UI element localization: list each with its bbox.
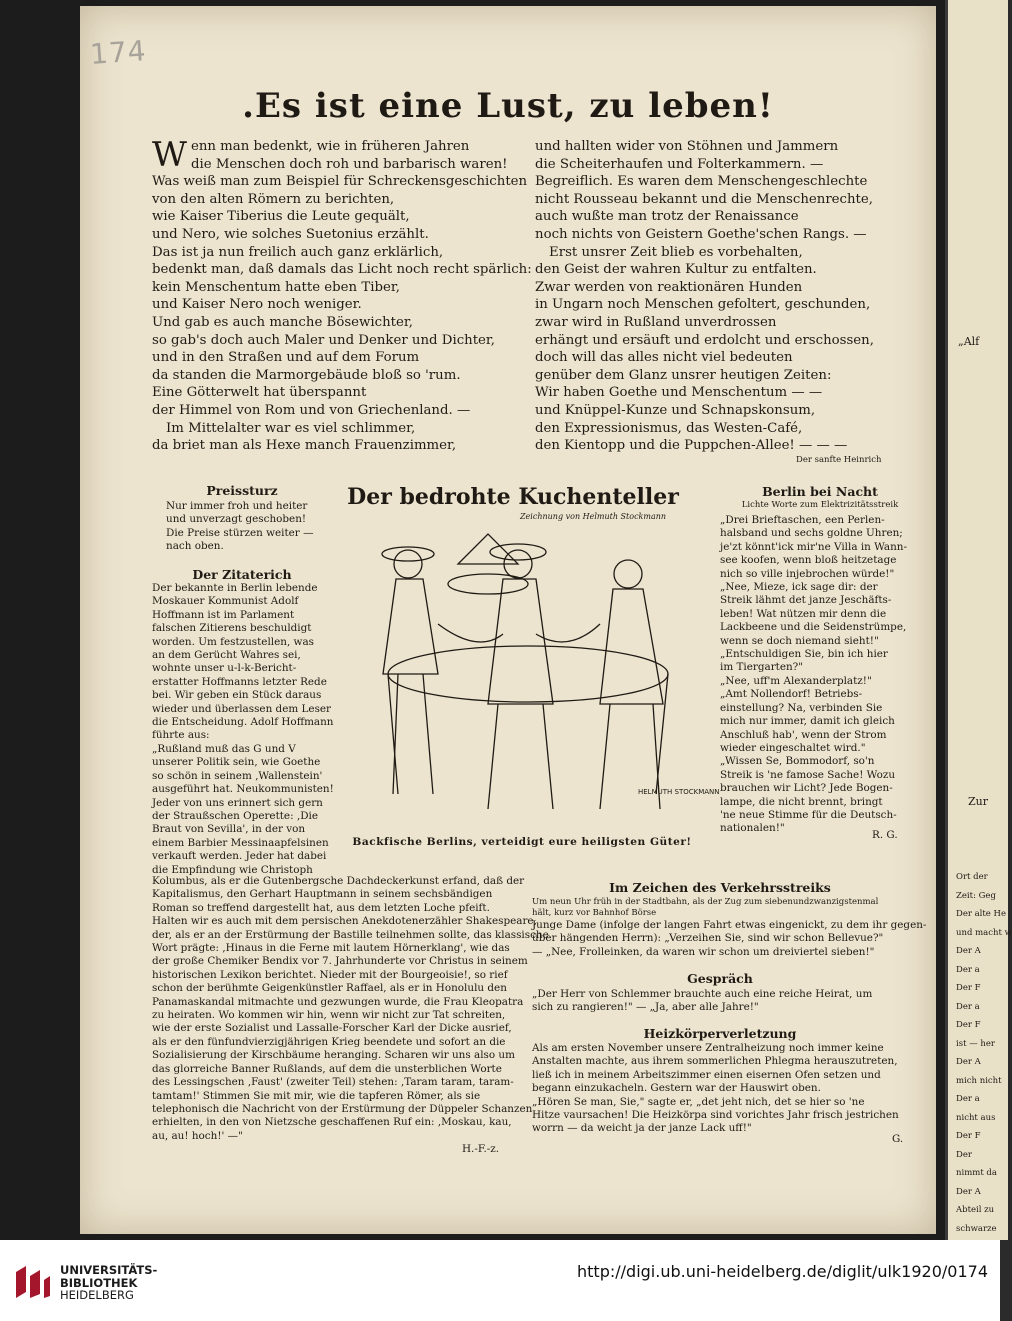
text-line: ausgeführt hat. Neukommunisten! bbox=[152, 783, 334, 796]
text-line: Sozialisierung der Kirschbäume heranging. Scharen wir uns also um bbox=[152, 1049, 515, 1062]
poem-line: die Scheiterhaufen und Folterkammern. — bbox=[535, 156, 824, 172]
zitaterich-continued-text bbox=[152, 875, 549, 1143]
berlin-nacht-text bbox=[720, 514, 907, 836]
poem-line: kein Menschentum hatte eben Tiber, bbox=[152, 279, 400, 295]
text-line: Anstalten machte, aus ihrem sommerlichen Phlegma herauszutreten, bbox=[532, 1055, 898, 1068]
source-url-link[interactable]: http://digi.ub.uni-heidelberg.de/diglit/ulk1920/0174 bbox=[577, 1262, 988, 1281]
text-line: „Rußland muß das G und V bbox=[152, 742, 296, 755]
text-line: Als am ersten November unsere Zentralheizung noch immer keine bbox=[532, 1042, 884, 1054]
text-line: 'ne neue Stimme für die Deutsch- bbox=[720, 808, 897, 821]
library-footer bbox=[0, 1240, 1000, 1321]
text-line: mich nur immer, damit ich gleich bbox=[720, 715, 895, 728]
poem-line: und Knüppel-Kunze und Schnapskonsum, bbox=[535, 402, 816, 418]
poem-line: den Kientopp und die Puppchen-Allee! — — — bbox=[535, 438, 848, 454]
poem-line: und hallten wider von Stöhnen und Jammern bbox=[535, 139, 839, 154]
text-line: der Straußschen Operette: ‚Die bbox=[152, 809, 318, 822]
text-line: erstatter Hoffmanns letzter Rede bbox=[152, 675, 327, 688]
text-line: au, au! hoch!' —" bbox=[152, 1129, 243, 1142]
illustration-caption: Backfische Berlins, verteidigt eure heiligsten Güter! bbox=[352, 836, 692, 848]
text-line: schwarze bbox=[956, 1223, 997, 1234]
heizkoerper-signature: G. bbox=[892, 1133, 904, 1145]
text-line: halsband und sechs goldne Uhren; bbox=[720, 527, 903, 540]
poem-line: die Menschen doch roh und barbarisch waren! bbox=[190, 156, 508, 172]
text-line: wohnte unser u-l-k-Bericht- bbox=[152, 662, 297, 675]
poem-line: Im Mittelalter war es viel schlimmer, bbox=[166, 420, 416, 436]
text-line: worden. Um festzustellen, was bbox=[152, 635, 314, 648]
text-line: Junge Dame (infolge der langen Fahrt etwas eingenickt, zu dem ihr gegen- bbox=[532, 919, 927, 931]
text-line: Der bbox=[956, 1149, 972, 1160]
poem-right-column bbox=[535, 138, 915, 455]
text-line: „Der Herr von Schlemmer brauchte auch eine reiche Heirat, um bbox=[532, 988, 873, 1000]
text-line: Ort der bbox=[956, 872, 988, 882]
poem-line: Und gab es auch manche Bösewichter, bbox=[152, 314, 413, 330]
verse-line: Die Preise stürzen weiter — bbox=[166, 526, 314, 539]
text-line: ist — her bbox=[956, 1038, 995, 1049]
poem-line: nicht Rousseau bekannt und die Menschenrechte, bbox=[535, 191, 873, 207]
text-line: wie der erste Sozialist und Lassalle-Forscher Karl der Dicke ausrief, bbox=[152, 1022, 512, 1035]
poem-line: so gab's doch auch Maler und Denker und Dichter, bbox=[152, 332, 496, 348]
text-line: des Lessingschen ‚Faust' (zweiter Teil) stehen: ‚Taram taram, taram- bbox=[152, 1076, 514, 1089]
illustration-credit: Zeichnung von Helmuth Stockmann bbox=[520, 512, 667, 521]
text-line: hält, kurz vor Bahnhof Börse bbox=[532, 907, 657, 918]
poem-line: Zwar werden von reaktionären Hunden bbox=[535, 279, 803, 295]
text-line: wieder und überlassen dem Leser bbox=[152, 702, 332, 715]
heizkoerper-text bbox=[532, 1042, 899, 1136]
text-line: führte aus: bbox=[152, 729, 210, 742]
neighbor-fragment: Zur bbox=[968, 795, 988, 808]
text-line: Hoffmann ist im Parlament bbox=[152, 608, 295, 621]
poem-line: Das ist ja nun freilich auch ganz erklärlich, bbox=[152, 244, 444, 260]
poem-line: doch will das alles nicht viel bedeuten bbox=[535, 350, 793, 366]
berlin-nacht-subheading: Lichte Worte zum Elektrizitätsstreik bbox=[741, 500, 899, 510]
university-logo-icon bbox=[12, 1262, 52, 1302]
text-line: Moskauer Kommunist Adolf bbox=[152, 595, 299, 608]
text-line: Kapitalismus, den Gerhart Hauptmann in seinem sechsbändigen bbox=[152, 888, 493, 901]
text-line: falschen Zitierens beschuldigt bbox=[152, 622, 312, 635]
poem-line: von den alten Römern zu berichten, bbox=[152, 191, 395, 207]
text-line: das glorreiche Banner Rußlands, auf dem die unsterblichen Worte bbox=[152, 1062, 502, 1075]
text-line: Abteil zu bbox=[956, 1205, 995, 1215]
text-line: — „Nee, Frolleinken, da waren wir schon um dreiviertel sieben!" bbox=[532, 945, 875, 958]
text-line: Streik lähmt det janze Jeschäfts- bbox=[720, 594, 892, 607]
preissturz-verse bbox=[166, 500, 313, 554]
girl-left-head bbox=[394, 550, 422, 578]
text-line: Braut von Sevilla', in der von bbox=[152, 823, 306, 836]
text-line: schon der berühmte Geigenkünstler Raffael, als er in Honolulu den bbox=[152, 982, 507, 995]
text-line: lampe, die nicht brennt, bringt bbox=[720, 795, 883, 808]
poem-line: bedenkt man, daß damals das Licht noch recht spärlich: bbox=[152, 262, 532, 278]
text-line: Der alte He bbox=[956, 909, 1006, 919]
text-line: Der A bbox=[956, 1057, 981, 1067]
handwritten-page-number: 174 bbox=[88, 34, 148, 71]
text-line: „Hören Se man, Sie," sagte er, „det jeht nich, det se hier so 'ne bbox=[532, 1095, 865, 1108]
text-line: leben! Wat nützen mir denn die bbox=[720, 607, 887, 620]
poem-line: den Geist der wahren Kultur zu entfalten. bbox=[535, 262, 817, 278]
text-line: Lackbeene und die Seidenstrümpe, bbox=[720, 621, 907, 634]
verse-line: und unverzagt geschoben! bbox=[166, 513, 307, 526]
poem-line: Eine Götterwelt hat überspannt bbox=[152, 385, 367, 401]
text-line: Hitze vaursachen! Die Heizkörpa sind vorichtes Jahr frisch jestrichen bbox=[532, 1109, 899, 1122]
poem-line: erhängt und ersäuft und erdolcht und erschossen, bbox=[535, 332, 874, 348]
artist-signature: HELMUTH STOCKMANN bbox=[638, 788, 720, 796]
text-line: Der F bbox=[956, 1131, 981, 1141]
poem-line: in Ungarn noch Menschen gefoltert, geschunden, bbox=[535, 297, 871, 313]
text-line: telephonisch die Nachricht von der Erstürmung der Düppeler Schanzen bbox=[152, 1102, 533, 1115]
verkehrsstreik-intro bbox=[532, 897, 878, 918]
text-line: verkauft werden. Jeder hat dabei bbox=[152, 850, 327, 863]
text-line: an dem Gerücht Wahres sei, bbox=[152, 649, 301, 662]
poem-line: enn man bedenkt, wie in früheren Jahren bbox=[190, 139, 470, 154]
text-line: begann einzukacheln. Gestern war der Hauswirt oben. bbox=[532, 1082, 821, 1095]
poem-line: Was weiß man zum Beispiel für Schreckensgeschichten bbox=[152, 174, 528, 190]
text-line: historischen Lexikon berichtet. Nieder mit der Bourgeoisie!, so rief bbox=[152, 968, 508, 981]
text-line: Zeit: Geg bbox=[956, 890, 996, 901]
text-line: einstellung? Na, verbinden Sie bbox=[720, 701, 883, 714]
magazine-page bbox=[80, 6, 936, 1234]
text-line: der, als er an der Erstürmung der Bastille teilnehmen sollte, das klassische bbox=[152, 928, 549, 941]
text-line: „Nee, Mieze, ick sage dir: der bbox=[720, 581, 878, 594]
poem-line: Wir haben Goethe und Menschentum — — bbox=[535, 385, 823, 401]
text-line: als er den fünfundvierzigjährigen Krieg beendete und sofort an die bbox=[152, 1035, 506, 1048]
text-line: Der a bbox=[956, 1001, 980, 1012]
poem-line: zwar wird in Rußland unverdrossen bbox=[535, 314, 777, 330]
text-line: sich zu rangieren!" — „Ja, aber alle Jahre!" bbox=[532, 1001, 759, 1014]
text-line: wieder eingeschaltet wird." bbox=[720, 741, 866, 754]
poem-line: und Nero, wie solches Suetonius erzählt. bbox=[152, 226, 429, 242]
text-line: „Drei Brieftaschen, een Perlen- bbox=[720, 514, 885, 526]
text-line: Der a bbox=[956, 964, 980, 975]
zitaterich-heading: Der Zitaterich bbox=[192, 567, 292, 582]
girl-right-head bbox=[614, 560, 642, 588]
text-line: über hängenden Herrn): „Verzeihen Sie, sind wir schon Bellevue?" bbox=[532, 932, 884, 945]
text-line: Roman so treffend dargestellt hat, aus dem letzten Loche pfeift. bbox=[152, 901, 490, 914]
poem-line: und in den Straßen und auf dem Forum bbox=[152, 350, 420, 366]
zitaterich-signature: H.-F.-z. bbox=[462, 1143, 500, 1155]
text-line: mich nicht bbox=[956, 1075, 1002, 1086]
text-line: je'zt könnt'ick mir'ne Villa in Wann- bbox=[720, 540, 908, 553]
text-line: Kolumbus, als er die Gutenbergsche Dachdeckerkunst erfand, daß der bbox=[152, 875, 525, 887]
text-line: brauchen wir Licht? Jede Bogen- bbox=[720, 782, 893, 795]
text-line: wenn se doch niemand sieht!" bbox=[720, 634, 879, 647]
text-line: nich so ville injebrochen würde!" bbox=[720, 567, 895, 580]
text-line: Jeder von uns erinnert sich gern bbox=[152, 796, 323, 809]
verkehrsstreik-heading: Im Zeichen des Verkehrsstreiks bbox=[609, 880, 831, 895]
text-line: Anschluß hab', wenn der Strom bbox=[720, 728, 887, 741]
berlin-nacht-heading: Berlin bei Nacht bbox=[762, 484, 878, 499]
text-line: nimmt da bbox=[956, 1168, 997, 1178]
text-line: einem Barbier Messinaapfelsinen bbox=[152, 836, 329, 849]
gespraech-text bbox=[532, 988, 872, 1015]
girl-left-dress bbox=[383, 579, 438, 674]
text-line: nicht aus bbox=[956, 1112, 996, 1123]
poem-line: genüber dem Glanz unsrer heutigen Zeiten: bbox=[535, 367, 832, 383]
text-line: die Empfindung wie Christoph bbox=[152, 863, 313, 876]
institution-name: UNIVERSITÄTS- BIBLIOTHEK HEIDELBERG bbox=[60, 1263, 158, 1302]
text-line: und macht w bbox=[956, 927, 1012, 938]
text-line: „Amt Nollendorf! Betriebs- bbox=[720, 688, 863, 701]
girl-center-dress bbox=[488, 579, 553, 704]
text-line: Wort prägte: ‚Hinaus in die Ferne mit lautem Hörnerklang', wie das bbox=[152, 942, 510, 955]
text-line: Der bekannte in Berlin lebende bbox=[152, 582, 318, 594]
poem-line: den Expressionismus, das Westen-Café, bbox=[535, 420, 803, 436]
poem-line: auch wußte man trotz der Renaissance bbox=[535, 209, 799, 225]
poem-left-column bbox=[152, 135, 532, 455]
text-line: unserer Politik sein, wie Goethe bbox=[152, 756, 321, 769]
poem-line: der Himmel von Rom und von Griechenland. — bbox=[152, 402, 471, 418]
text-line: ließ ich in meinem Arbeitszimmer einen eisernen Ofen setzen und bbox=[532, 1068, 881, 1081]
text-line: Um neun Uhr früh in der Stadtbahn, als der Zug zum siebenundzwanzigstenmal bbox=[532, 897, 879, 907]
zitaterich-text bbox=[152, 582, 334, 877]
text-line: der große Chemiker Bendix vor 7. Jahrhunderte vor Christus in seinem bbox=[152, 955, 528, 968]
neighbor-fragment: „Alf bbox=[958, 335, 980, 348]
poem-line: noch nichts von Geistern Goethe'schen Rangs. — bbox=[535, 226, 867, 242]
poem-line: und Kaiser Nero noch weniger. bbox=[152, 297, 362, 313]
illustration-drawing bbox=[338, 524, 720, 826]
neighboring-page-edge bbox=[945, 0, 1012, 1240]
text-line: bei. Wir geben ein Stück daraus bbox=[152, 689, 322, 702]
neighbor-text bbox=[956, 868, 1012, 1238]
text-line: Der A bbox=[956, 946, 981, 956]
verkehrsstreik-text bbox=[532, 919, 926, 959]
poem-line: da standen die Marmorgebäude bloß so 'rum. bbox=[152, 367, 461, 383]
text-line: Panamaskandal mitmachte und gezwungen wurde, die Frau Kleopatra bbox=[152, 995, 524, 1008]
text-line: zu heiraten. Wo kommen wir hin, wenn wir nicht zur Tat schreiten, bbox=[152, 1009, 506, 1022]
text-line: erhielten, in den von Nietzsche geschaffenen Ruf ein: ‚Moskau, kau, bbox=[152, 1116, 512, 1129]
text-line: Der A bbox=[956, 1186, 981, 1197]
gespraech-heading: Gespräch bbox=[687, 971, 753, 986]
poem-line: Erst unsrer Zeit blieb es vorbehalten, bbox=[549, 244, 803, 260]
page-title: .Es ist eine Lust, zu leben! bbox=[242, 86, 774, 126]
verse-line: Nur immer froh und heiter bbox=[166, 500, 308, 512]
poem-signature: Der sanfte Heinrich bbox=[796, 455, 882, 465]
text-line: see koofen, wenn bloß heitzetage bbox=[720, 554, 897, 567]
text-line: „Wissen Se, Bommodorf, so'n bbox=[720, 755, 875, 768]
text-line: Der F bbox=[956, 983, 981, 993]
text-line: „Entschuldigen Sie, bin ich hier bbox=[720, 648, 888, 661]
text-line: nationalen!" bbox=[720, 822, 785, 835]
poem-line: wie Kaiser Tiberius die Leute gequält, bbox=[152, 209, 410, 225]
text-line: die Entscheidung. Adolf Hoffmann bbox=[152, 716, 334, 729]
verse-line: nach oben. bbox=[166, 540, 224, 553]
preissturz-heading: Preissturz bbox=[206, 483, 278, 498]
text-line: im Tiergarten?" bbox=[720, 661, 804, 674]
drop-cap: W bbox=[152, 135, 187, 175]
berlin-nacht-signature: R. G. bbox=[872, 829, 898, 841]
text-line: Der a bbox=[956, 1094, 980, 1104]
text-line: Streik is 'ne famose Sache! Wozu bbox=[720, 768, 896, 781]
text-line: tamtam!' Stimmen Sie mit mir, wie die tapferen Römer, als sie bbox=[152, 1089, 481, 1102]
text-line: Der F bbox=[956, 1020, 981, 1030]
text-line: „Nee, uff'm Alexanderplatz!" bbox=[720, 674, 872, 687]
poem-line: Begreiflich. Es waren dem Menschengeschlechte bbox=[535, 174, 868, 190]
text-line: worrn — da weicht ja der janze Lack uff!" bbox=[532, 1122, 752, 1135]
illustration-title: Der bedrohte Kuchenteller bbox=[347, 484, 679, 510]
poem-line: da briet man als Hexe manch Frauenzimmer, bbox=[152, 438, 457, 454]
heizkoerper-heading: Heizkörperverletzung bbox=[643, 1026, 797, 1041]
text-line: Halten wir es auch mit dem persischen Anekdotenerzähler Shakespeare, bbox=[152, 915, 537, 928]
text-line: so schön in seinem ‚Wallenstein' bbox=[152, 769, 323, 782]
